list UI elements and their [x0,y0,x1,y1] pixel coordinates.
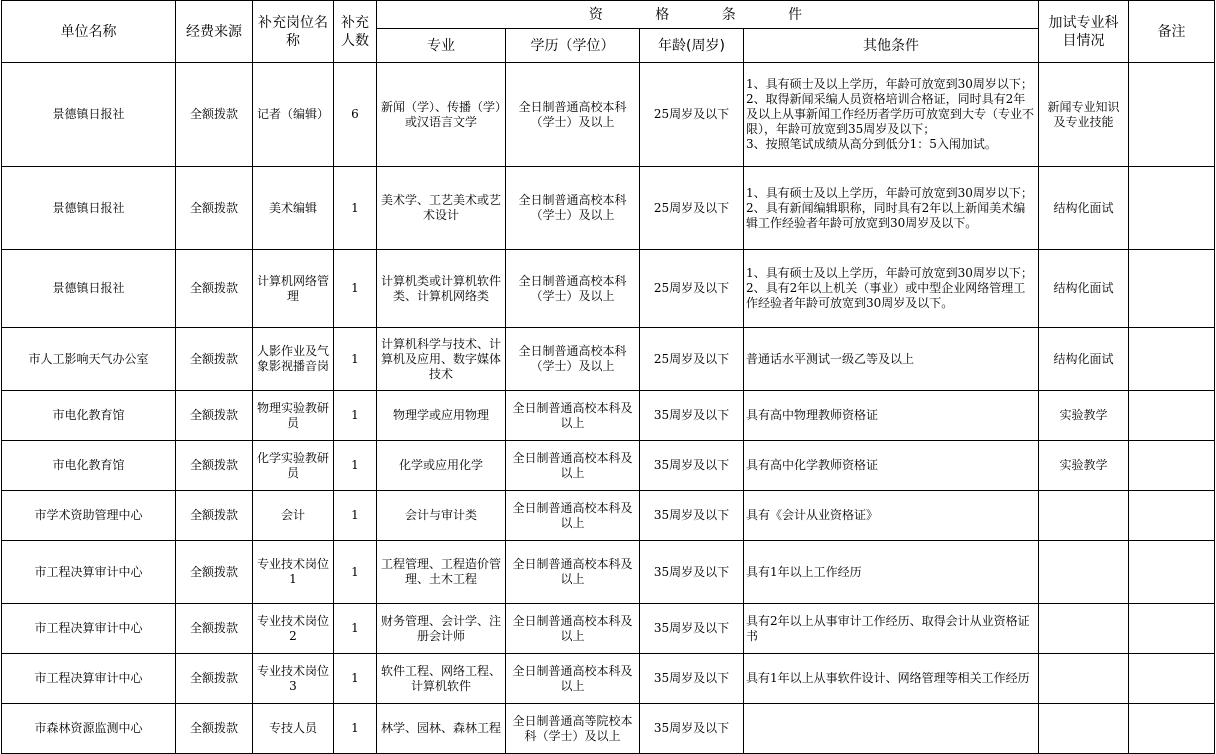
header-major: 专业 [377,29,506,63]
cell-count: 6 [334,63,377,167]
cell-post-name: 专业技术岗位3 [253,654,334,704]
cell-education: 全日制普通高校本科及以上 [506,441,640,491]
cell-major: 林学、园林、森林工程 [377,704,506,754]
cell-other-conditions: 1、具有硕士及以上学历，年龄可放宽到30周岁以下； 2、取得新闻采编人员资格培训合格证，同时具有2年及以上从事新闻工作经历者学历可放宽到大专（专业不限），年龄可放宽到35周岁及以下； 3、按照笔试成绩从高分到低分1：5入闱加试。 [744,63,1039,167]
cell-other-conditions: 具有高中物理教师资格证 [744,391,1039,441]
header-post-name: 补充岗位名称 [253,1,334,63]
cell-count: 1 [334,441,377,491]
cell-remark [1129,63,1215,167]
spreadsheet [1,0,1215,754]
cell-age: 35周岁及以下 [640,441,744,491]
cell-remark [1129,328,1215,391]
cell-education: 全日制普通高校本科（学士）及以上 [506,250,640,328]
cell-unit: 景德镇日报社 [2,167,176,250]
cell-education: 全日制普通高校本科及以上 [506,604,640,654]
header-exam-subject: 加试专业科目情况 [1039,1,1129,63]
cell-remark [1129,441,1215,491]
cell-major: 软件工程、网络工程、计算机软件 [377,654,506,704]
cell-unit: 市学术资助管理中心 [2,491,176,541]
cell-exam-subject [1039,604,1129,654]
cell-major: 工程管理、工程造价管理、土木工程 [377,541,506,604]
cell-fund-source: 全额拨款 [176,654,253,704]
cell-count: 1 [334,167,377,250]
cell-exam-subject: 实验教学 [1039,391,1129,441]
recruitment-table [1,0,1215,754]
cell-unit: 市森林资源监测中心 [2,704,176,754]
cell-remark [1129,654,1215,704]
cell-fund-source: 全额拨款 [176,391,253,441]
cell-age: 35周岁及以下 [640,704,744,754]
cell-education: 全日制普通高校本科及以上 [506,491,640,541]
cell-fund-source: 全额拨款 [176,541,253,604]
header-education: 学历（学位） [506,29,640,63]
cell-age: 35周岁及以下 [640,391,744,441]
cell-unit: 市工程决算审计中心 [2,604,176,654]
table-row [2,391,1215,441]
cell-post-name: 专业技术岗位2 [253,604,334,654]
table-row [2,704,1215,754]
cell-age: 25周岁及以下 [640,328,744,391]
cell-count: 1 [334,328,377,391]
cell-count: 1 [334,654,377,704]
cell-exam-subject: 结构化面试 [1039,250,1129,328]
cell-exam-subject: 实验教学 [1039,441,1129,491]
cell-exam-subject [1039,654,1129,704]
table-row [2,654,1215,704]
cell-remark [1129,167,1215,250]
cell-unit: 市工程决算审计中心 [2,654,176,704]
cell-unit: 市工程决算审计中心 [2,541,176,604]
table-row [2,541,1215,604]
cell-unit: 市人工影响天气办公室 [2,328,176,391]
cell-count: 1 [334,604,377,654]
cell-exam-subject: 结构化面试 [1039,328,1129,391]
cell-other-conditions: 具有高中化学教师资格证 [744,441,1039,491]
cell-exam-subject [1039,704,1129,754]
cell-age: 35周岁及以下 [640,541,744,604]
cell-other-conditions: 1、具有硕士及以上学历，年龄可放宽到30周岁以下； 2、具有2年以上机关（事业）或中型企业网络管理工作经验者年龄可放宽到30周岁及以下。 [744,250,1039,328]
cell-remark [1129,491,1215,541]
cell-fund-source: 全额拨款 [176,250,253,328]
cell-remark [1129,704,1215,754]
cell-major: 计算机类或计算机软件类、计算机网络类 [377,250,506,328]
cell-count: 1 [334,250,377,328]
cell-education: 全日制普通高校本科（学士）及以上 [506,167,640,250]
cell-other-conditions: 具有《会计从业资格证》 [744,491,1039,541]
table-row [2,167,1215,250]
header-remark: 备注 [1129,1,1215,63]
cell-other-conditions: 普通话水平测试一级乙等及以上 [744,328,1039,391]
cell-count: 1 [334,704,377,754]
cell-education: 全日制普通高校本科（学士）及以上 [506,63,640,167]
cell-post-name: 计算机网络管理 [253,250,334,328]
cell-unit: 景德镇日报社 [2,63,176,167]
cell-other-conditions: 具有1年以上从事软件设计、网络管理等相关工作经历 [744,654,1039,704]
table-row [2,328,1215,391]
cell-exam-subject [1039,491,1129,541]
cell-fund-source: 全额拨款 [176,441,253,491]
table-row [2,441,1215,491]
cell-count: 1 [334,391,377,441]
cell-age: 35周岁及以下 [640,491,744,541]
cell-remark [1129,604,1215,654]
cell-major: 计算机科学与技术、计算机及应用、数字媒体技术 [377,328,506,391]
cell-major: 美术学、工艺美术或艺术设计 [377,167,506,250]
cell-post-name: 专业技术岗位1 [253,541,334,604]
cell-fund-source: 全额拨款 [176,63,253,167]
cell-post-name: 美术编辑 [253,167,334,250]
cell-major: 物理学或应用物理 [377,391,506,441]
cell-major: 新闻（学）、传播（学）或汉语言文学 [377,63,506,167]
cell-education: 全日制普通高等院校本科（学士）及以上 [506,704,640,754]
cell-other-conditions: 具有2年以上从事审计工作经历、取得会计从业资格证书 [744,604,1039,654]
cell-remark [1129,391,1215,441]
cell-other-conditions: 具有1年以上工作经历 [744,541,1039,604]
cell-age: 25周岁及以下 [640,63,744,167]
cell-major: 化学或应用化学 [377,441,506,491]
cell-remark [1129,541,1215,604]
cell-post-name: 专技人员 [253,704,334,754]
header-count: 补充人数 [334,1,377,63]
cell-exam-subject: 新闻专业知识及专业技能 [1039,63,1129,167]
cell-unit: 市电化教育馆 [2,441,176,491]
header-other: 其他条件 [744,29,1039,63]
cell-post-name: 物理实验教研员 [253,391,334,441]
cell-fund-source: 全额拨款 [176,604,253,654]
header-qualifications: 资 格 条 件 [377,1,1039,29]
table-row [2,63,1215,167]
cell-unit: 景德镇日报社 [2,250,176,328]
cell-post-name: 会计 [253,491,334,541]
cell-age: 25周岁及以下 [640,250,744,328]
cell-major: 财务管理、会计学、注册会计师 [377,604,506,654]
cell-education: 全日制普通高校本科及以上 [506,391,640,441]
cell-exam-subject [1039,541,1129,604]
cell-post-name: 记者（编辑） [253,63,334,167]
cell-fund-source: 全额拨款 [176,167,253,250]
cell-remark [1129,250,1215,328]
cell-count: 1 [334,541,377,604]
cell-exam-subject: 结构化面试 [1039,167,1129,250]
cell-fund-source: 全额拨款 [176,704,253,754]
cell-count: 1 [334,491,377,541]
table-row [2,604,1215,654]
cell-education: 全日制普通高校本科（学士）及以上 [506,328,640,391]
header-age: 年龄(周岁) [640,29,744,63]
cell-other-conditions: 1、具有硕士及以上学历，年龄可放宽到30周岁以下； 2、具有新闻编辑职称，同时具有2年以上新闻美术编辑工作经验者年龄可放宽到30周岁及以下。 [744,167,1039,250]
cell-unit: 市电化教育馆 [2,391,176,441]
table-row [2,491,1215,541]
header-fund-source: 经费来源 [176,1,253,63]
cell-education: 全日制普通高校本科及以上 [506,541,640,604]
cell-other-conditions [744,704,1039,754]
cell-fund-source: 全额拨款 [176,328,253,391]
cell-age: 35周岁及以下 [640,604,744,654]
cell-education: 全日制普通高校本科及以上 [506,654,640,704]
cell-major: 会计与审计类 [377,491,506,541]
cell-age: 25周岁及以下 [640,167,744,250]
cell-fund-source: 全额拨款 [176,491,253,541]
cell-post-name: 人影作业及气象影视播音岗 [253,328,334,391]
table-row [2,250,1215,328]
cell-post-name: 化学实验教研员 [253,441,334,491]
header-unit-name: 单位名称 [2,1,176,63]
cell-age: 35周岁及以下 [640,654,744,704]
